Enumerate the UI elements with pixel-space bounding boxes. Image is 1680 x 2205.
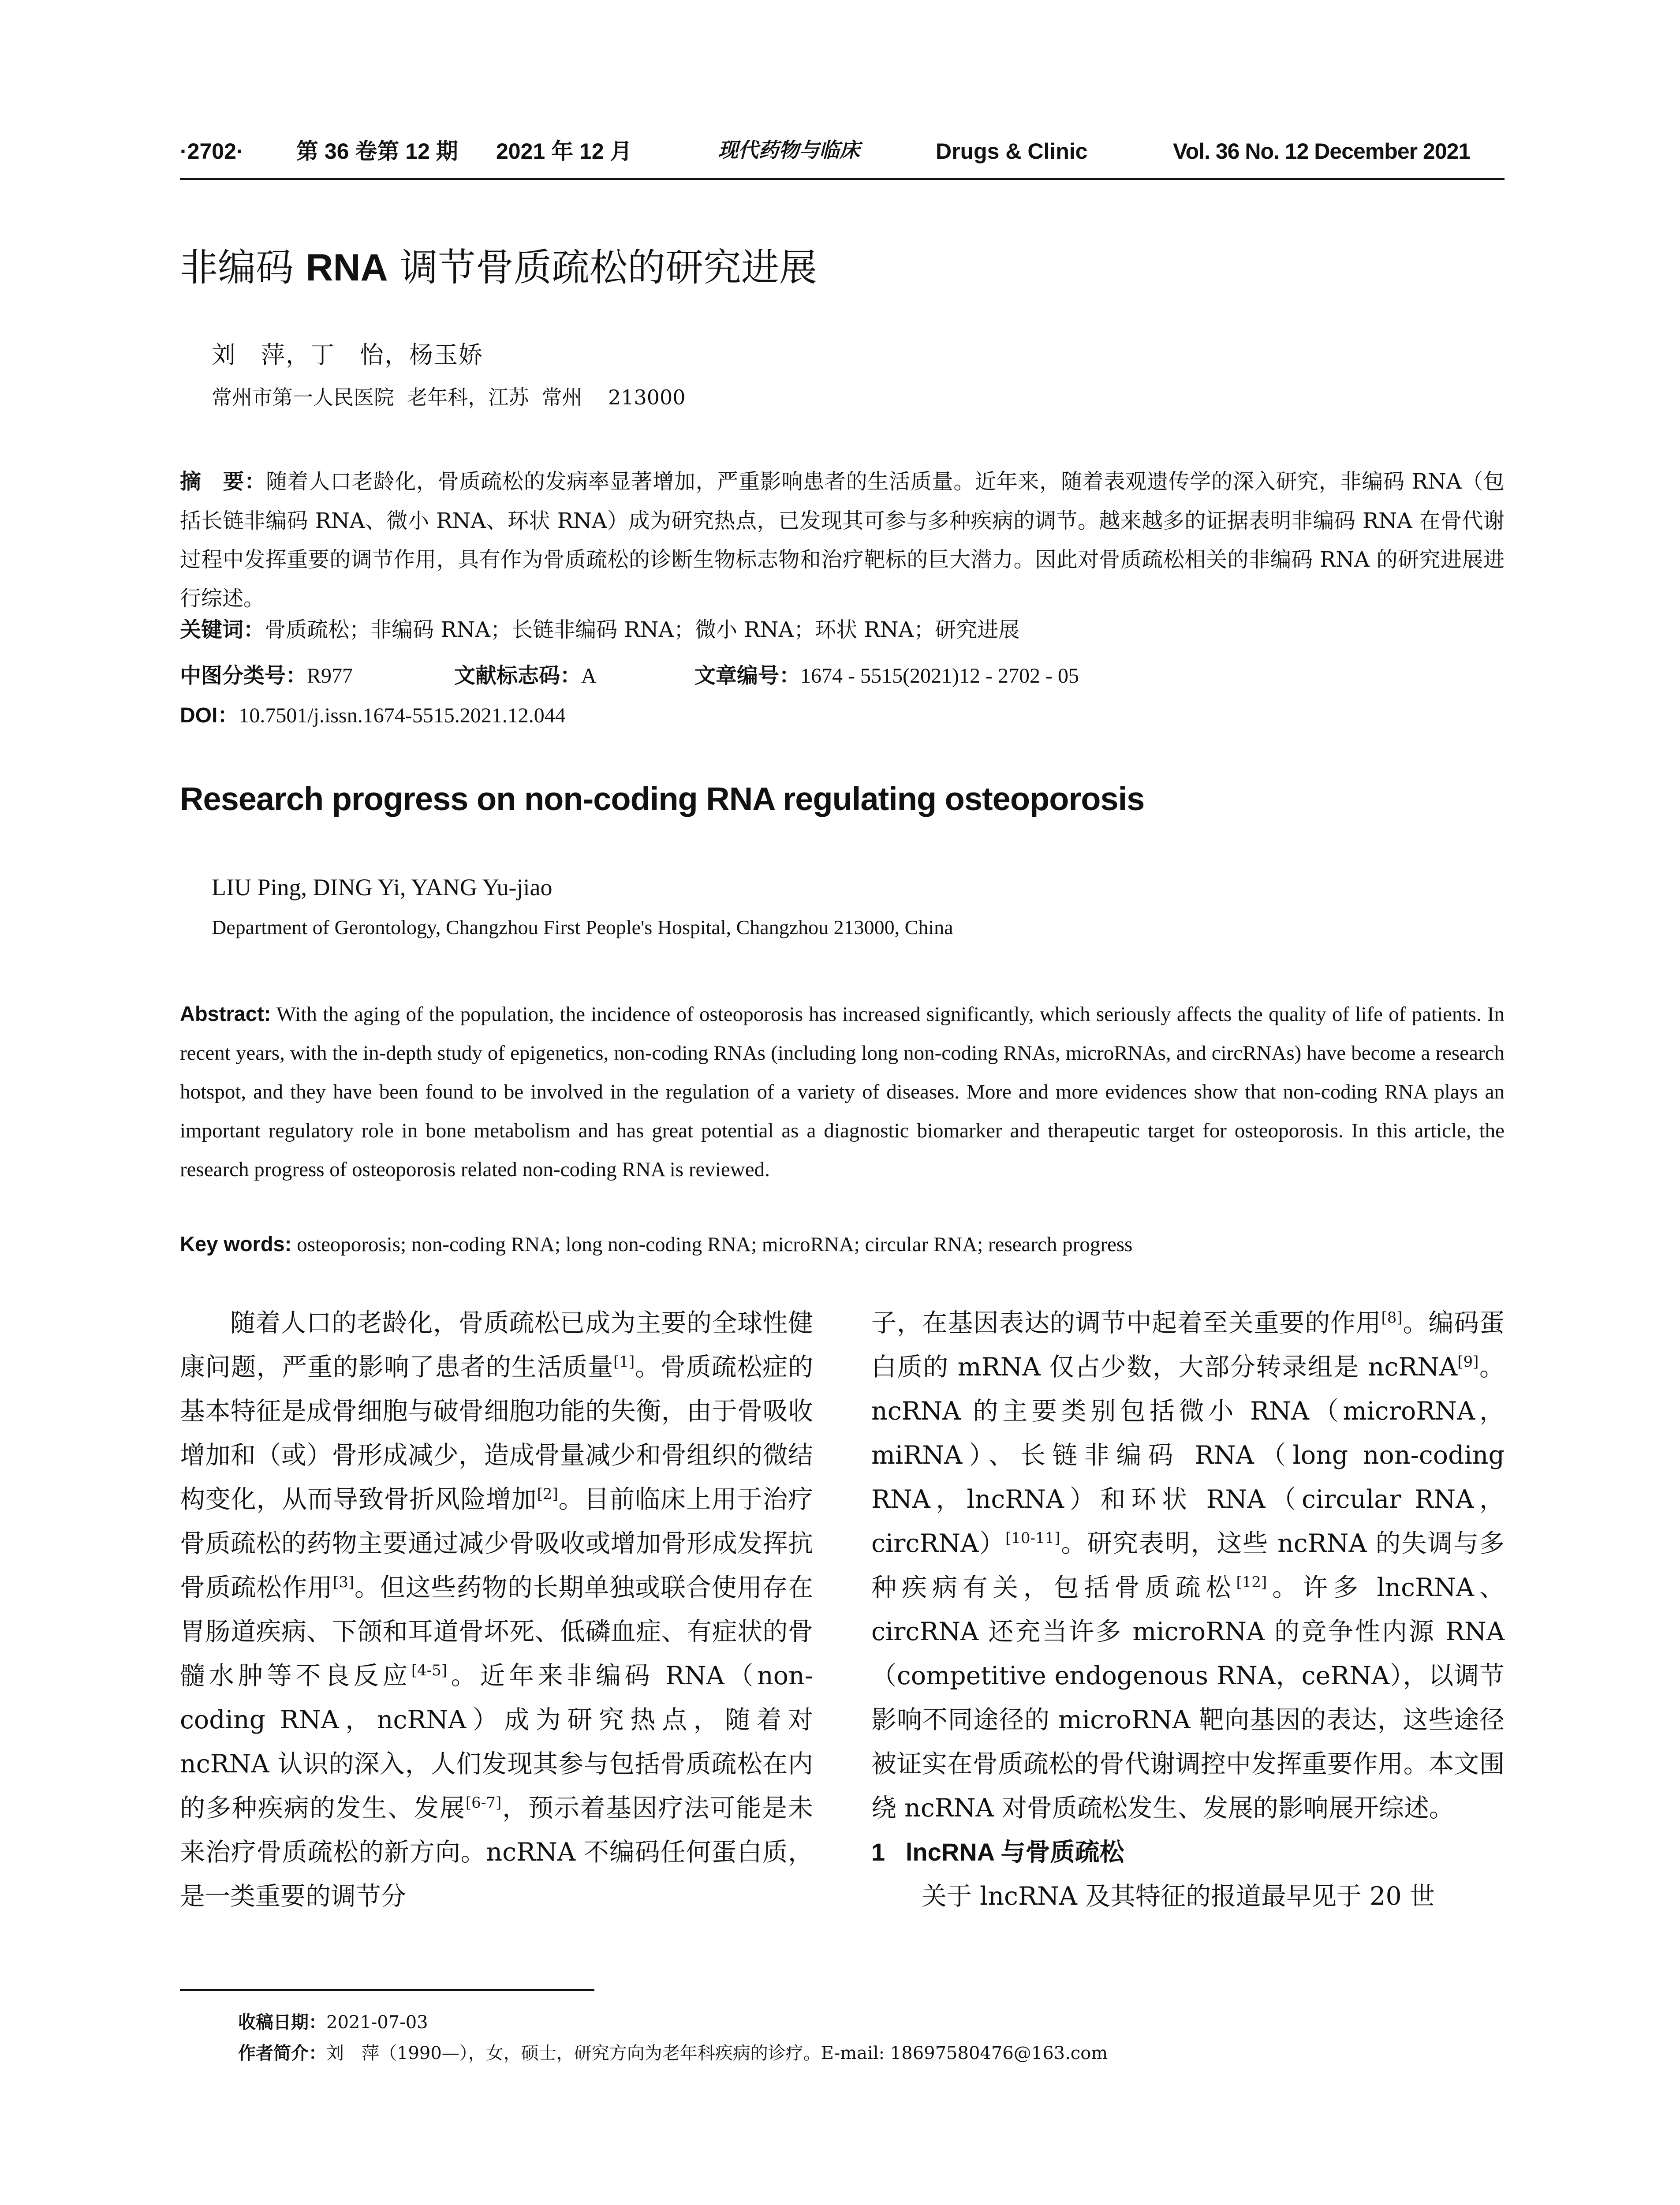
- body-text: 。近年来非编码 RNA（non-coding RNA，ncRNA）成为研究热点，随着对 ncRNA 认识的深入，人们发现其参与包括骨质疏松在内的多种疾病的发生、发展: [180, 1661, 813, 1823]
- doi-label: DOI：: [180, 704, 239, 727]
- body-text: 。ncRNA 的主要类别包括微小 RNA（microRNA，miRNA）、长链非编码 RNA（long non-coding RNA，lncRNA）和环状 RNA（circular RNA，circRNA）: [871, 1353, 1505, 1558]
- section-title: lncRNA 与骨质疏松: [905, 1838, 1124, 1866]
- keywords-en-text: osteoporosis; non-coding RNA; long non-coding RNA; microRNA; circular RNA; research progress: [297, 1233, 1133, 1256]
- title-cn-part: 调节骨质疏松的研究进展: [388, 246, 818, 290]
- body-column-right: [871, 1301, 1505, 1918]
- header-rule: [180, 178, 1505, 180]
- body-text: 子，在基因表达的调节中起着至关重要的作用: [871, 1308, 1381, 1338]
- body-text: 。但这些药物的长期单独或联合使用存在胃肠道疾病、下颌和耳道骨坏死、低磷血症、有症状的骨髓水肿等不良反应: [180, 1573, 814, 1690]
- abstract-cn: [180, 462, 1505, 618]
- footnote-rule: [180, 1989, 594, 1991]
- authors-en: LIU Ping, DING Yi, YANG Yu-jiao: [212, 874, 553, 901]
- body-paragraph: [871, 1301, 1505, 1830]
- clc-value: R977: [307, 664, 353, 688]
- keywords-cn-text: 骨质疏松；非编码 RNA；长链非编码 RNA；微小 RNA；环状 RNA；研究进展: [265, 617, 1020, 642]
- doc-code-label: 文献标志码：: [454, 664, 582, 688]
- keywords-en-label: Key words:: [180, 1232, 292, 1256]
- volume-issue-cn: 第 36 卷第 12 期: [296, 139, 458, 164]
- body-text: 。研究表明，这些 ncRNA 的失调与多种疾病有关，包括骨质疏松: [871, 1529, 1505, 1602]
- received-value: 2021-07-03: [326, 2012, 428, 2033]
- author-bio-text: 刘 萍（1990—），女，硕士，研究方向为老年科疾病的诊疗。E-mail: 18697580476@163.com: [326, 2043, 1108, 2063]
- affiliation-cn: 常州市第一人民医院 老年科，江苏 常州 213000: [212, 385, 686, 409]
- abstract-en-label: Abstract:: [180, 1002, 271, 1025]
- document-code: [454, 665, 597, 687]
- citation-ref: [8]: [1381, 1309, 1403, 1327]
- body-paragraph: [871, 1874, 1505, 1918]
- received-date: [238, 2014, 428, 2031]
- citation-ref: [2]: [537, 1485, 558, 1503]
- clc-number: [180, 665, 353, 687]
- section-number: 1: [871, 1838, 885, 1866]
- body-text: 关于 lncRNA 及其特征的报道最早见于 20 世: [922, 1882, 1435, 1911]
- article-title-en: Research progress on non-coding RNA regulating osteoporosis: [180, 781, 1145, 817]
- section-heading: [871, 1830, 1505, 1874]
- journal-name-cn: 现代药物与临床: [718, 139, 860, 161]
- abstract-cn-label: 摘 要：: [180, 470, 266, 493]
- body-column-left: [180, 1301, 813, 1918]
- authors-cn: 刘 萍，丁 怡，杨玉娇: [212, 341, 483, 369]
- body-text: 。目前临床上用于治疗骨质疏松的药物主要通过减少骨吸收或增加骨形成发挥抗骨质疏松作用: [180, 1485, 814, 1602]
- issue-date-cn: 2021 年 12 月: [496, 139, 632, 164]
- citation-ref: [3]: [332, 1573, 355, 1591]
- keywords-en: [180, 1233, 1132, 1255]
- citation-ref: [12]: [1236, 1573, 1267, 1591]
- citation-ref: [6-7]: [465, 1794, 502, 1812]
- abstract-en: [180, 994, 1505, 1189]
- article-title-cn: [180, 247, 817, 289]
- doi-value: 10.7501/j.issn.1674-5515.2021.12.044: [239, 704, 566, 727]
- clc-label: 中图分类号：: [180, 664, 307, 688]
- received-label: 收稿日期：: [238, 2013, 326, 2032]
- body-text: 随着人口的老龄化，骨质疏松已成为主要的全球性健康问题，严重的影响了患者的生活质量: [180, 1308, 813, 1382]
- body-text: 。许多 lncRNA、circRNA 还充当许多 microRNA 的竞争性内源 RNA（competitive endogenous RNA，ceRNA），以调节影响不同途径的 microRNA 靶向基因的表达，这些途径被证实在骨质疏松的骨代谢调控中发挥重要作用。本文围绕 ncRNA 对骨质疏松发生、发展的影响展开综述。: [871, 1573, 1505, 1823]
- body-text: 。编码蛋白质的 mRNA 仅占少数，大部分转录组是 ncRNA: [871, 1308, 1505, 1382]
- page-number: ·2702·: [180, 139, 244, 164]
- abstract-en-text: With the aging of the population, the incidence of osteoporosis has increased significantly, which seriously affects the quality of life of patients. In recent years, with the in-depth study of epigenetics, non-coding RNAs (including long non-coding RNAs, microRNAs, and circRNAs) have become a research hotspot, and they have been found to be involved in the regulation of a variety of diseases. More and more evidences show that non-coding RNA plays an important regulatory role in bone metabolism and has great potential as a diagnostic biomarker and therapeutic target for osteoporosis. In this article, the research progress of osteoporosis related non-coding RNA is reviewed.: [180, 1003, 1505, 1181]
- doi: [180, 705, 566, 726]
- body-paragraph: [180, 1301, 813, 1918]
- citation-ref: [10-11]: [1005, 1529, 1060, 1547]
- article-no-label: 文章编号：: [694, 664, 801, 688]
- citation-ref: [1]: [613, 1353, 635, 1371]
- journal-name-en: Drugs & Clinic: [936, 139, 1088, 164]
- volume-issue-en: Vol. 36 No. 12 December 2021: [1173, 139, 1471, 164]
- body-text: 。骨质疏松症的基本特征是成骨细胞与破骨细胞功能的失衡，由于骨吸收增加和（或）骨形成减少，造成骨量减少和骨组织的微结构变化，从而导致骨折风险增加: [180, 1353, 814, 1514]
- keywords-cn-label: 关键词：: [180, 618, 265, 642]
- keywords-cn: [180, 619, 1505, 641]
- body-text: ，预示着基因疗法可能是未来治疗骨质疏松的新方向。ncRNA 不编码任何蛋白质，是一类重要的调节分: [180, 1794, 814, 1911]
- abstract-cn-text: 随着人口老龄化，骨质疏松的发病率显著增加，严重影响患者的生活质量。近年来，随着表观遗传学的深入研究，非编码 RNA（包括长链非编码 RNA、微小 RNA、环状 RNA）成为研究热点，已发现其可参与多种疾病的调节。越来越多的证据表明非编码 RNA 在骨代谢过程中发挥重要的调节作用，具有作为骨质疏松的诊断生物标志物和治疗靶标的巨大潜力。因此对骨质疏松相关的非编码 RNA 的研究进展进行综述。: [180, 469, 1505, 611]
- article-number: [694, 665, 1079, 687]
- author-bio-label: 作者简介：: [238, 2044, 326, 2063]
- affiliation-en: Department of Gerontology, Changzhou First People's Hospital, Changzhou 213000, China: [212, 916, 953, 938]
- title-cn-rna: RNA: [306, 247, 388, 289]
- article-no-value: 1674 - 5515(2021)12 - 2702 - 05: [800, 664, 1079, 688]
- author-bio: [238, 2044, 1108, 2062]
- doc-code-value: A: [581, 664, 597, 688]
- citation-ref: [4-5]: [411, 1662, 448, 1679]
- title-cn-part: 非编码: [180, 246, 306, 290]
- citation-ref: [9]: [1457, 1353, 1479, 1371]
